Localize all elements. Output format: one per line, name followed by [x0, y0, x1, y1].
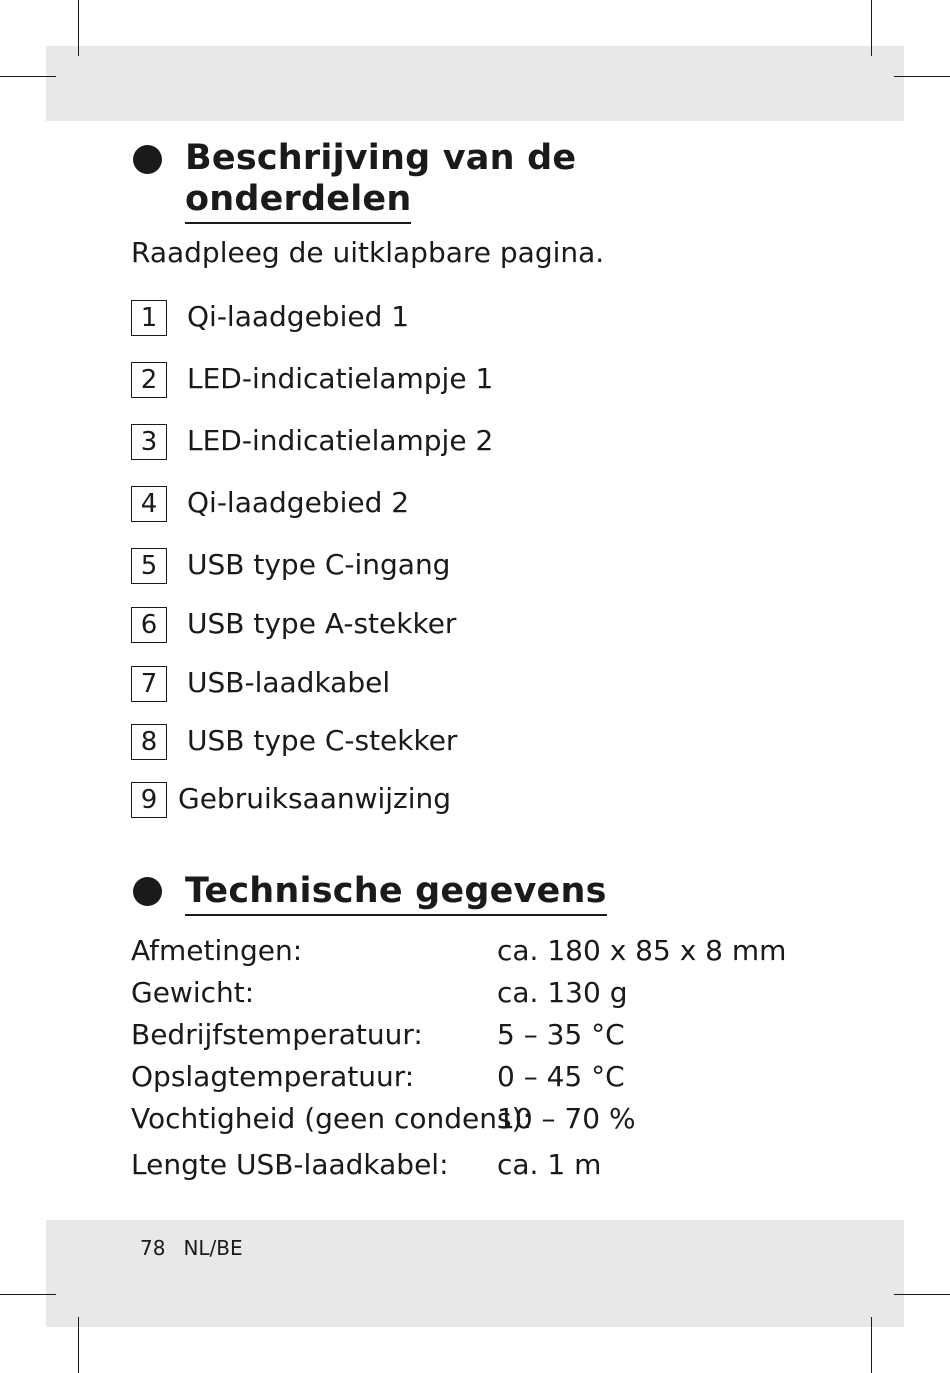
spec-key: Bedrijfstemperatuur: — [131, 1018, 423, 1051]
page-footer — [140, 1236, 261, 1260]
item-label: LED-indicatielampje 1 — [187, 362, 494, 395]
bullet-icon — [133, 145, 162, 174]
parts-title — [185, 138, 576, 224]
item-number-box: 4 — [131, 486, 167, 522]
item-label: USB type A-stekker — [187, 607, 457, 640]
item-label: USB-laadkabel — [187, 666, 391, 699]
spec-key: Opslagtemperatuur: — [131, 1060, 415, 1093]
item-number-box: 6 — [131, 607, 167, 643]
spec-key: Afmetingen: — [131, 934, 303, 967]
spec-value: 0 – 45 °C — [497, 1060, 625, 1093]
item-number-box: 2 — [131, 362, 167, 398]
item-number-box: 9 — [131, 782, 167, 818]
spec-value: ca. 130 g — [497, 976, 628, 1009]
locale-label: NL/BE — [183, 1236, 243, 1260]
crop-mark — [78, 1317, 79, 1373]
spec-key: Gewicht: — [131, 976, 255, 1009]
item-label: USB type C-ingang — [187, 548, 451, 581]
crop-mark — [894, 1294, 950, 1295]
item-number-box: 5 — [131, 548, 167, 584]
item-label: Qi-laadgebied 1 — [187, 300, 410, 333]
item-number-box: 7 — [131, 666, 167, 702]
parts-title-line1: Beschrijving van de — [185, 138, 577, 178]
spec-value: ca. 180 x 85 x 8 mm — [497, 934, 787, 967]
crop-mark — [78, 0, 79, 56]
crop-mark — [0, 1294, 56, 1295]
header-band — [46, 46, 904, 121]
specs-title — [185, 871, 607, 916]
specs-title-text: Technische gegevens — [185, 871, 607, 916]
parts-title-line2: onderdelen — [185, 179, 411, 224]
crop-mark — [871, 1317, 872, 1373]
spec-value: 10 – 70 % — [497, 1102, 636, 1135]
crop-mark — [0, 76, 56, 77]
item-label: Gebruiksaanwijzing — [178, 782, 452, 815]
bullet-icon — [133, 877, 162, 906]
crop-mark — [894, 76, 950, 77]
spec-key: Lengte USB-laadkabel: — [131, 1148, 449, 1181]
spec-value: ca. 1 m — [497, 1148, 602, 1181]
item-number-box: 3 — [131, 424, 167, 460]
item-number-box: 1 — [131, 300, 167, 336]
item-number-box: 8 — [131, 724, 167, 760]
spec-value: 5 – 35 °C — [497, 1018, 625, 1051]
parts-intro: Raadpleeg de uitklapbare pagina. — [131, 236, 605, 269]
item-label: USB type C-stekker — [187, 724, 458, 757]
item-label: Qi-laadgebied 2 — [187, 486, 410, 519]
crop-mark — [871, 0, 872, 56]
page-number: 78 — [140, 1236, 166, 1260]
item-label: LED-indicatielampje 2 — [187, 424, 494, 457]
spec-key: Vochtigheid (geen condens): — [131, 1102, 532, 1135]
